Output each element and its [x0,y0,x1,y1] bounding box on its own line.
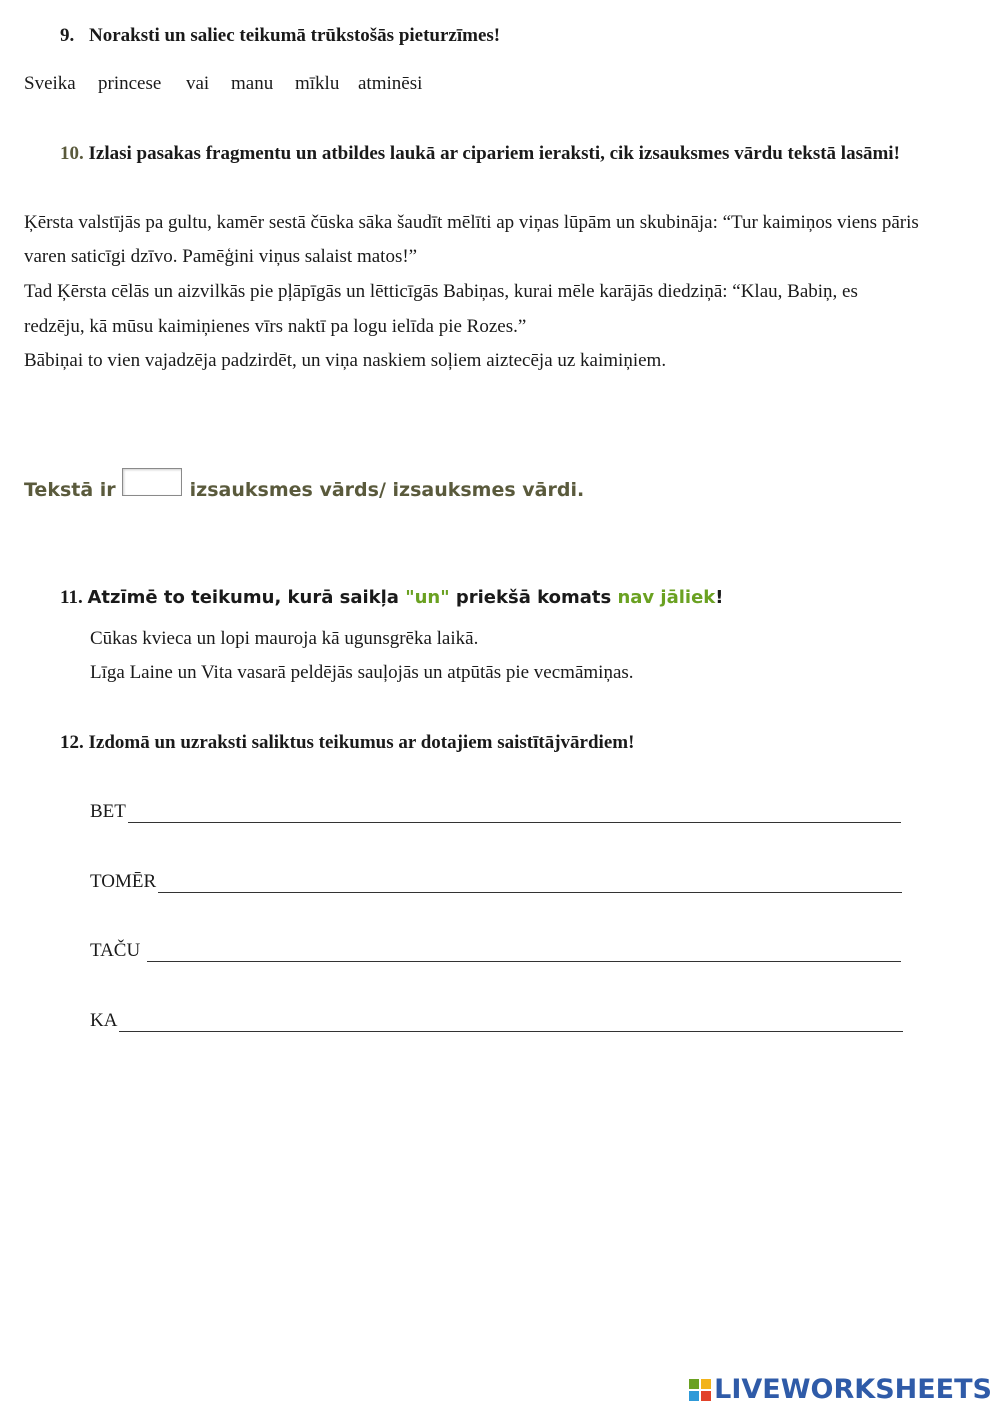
conjunction-label: TOMĒR [90,871,157,892]
q11-title-part2: priekšā komats [449,587,618,608]
answer-line[interactable] [128,804,901,823]
conjunction-label: KA [90,1010,118,1031]
q12-row-ka [90,1010,903,1032]
q10-number: 10. [60,143,84,164]
passage-line: varen saticīgi dzīvo. Pamēģini viņus salaist matos!” [24,246,418,267]
q12-title: Izdomā un uzraksti saliktus teikumus ar dotajiem saistītājvārdiem! [88,732,635,753]
answer-suffix: izsauksmes vārds/ izsauksmes vārdi. [189,479,585,501]
exclamation-count-input[interactable] [122,468,182,496]
q12-row-bet [90,801,901,823]
q9-heading [60,25,500,47]
q11-number: 11. [60,587,83,608]
q9-title: Noraksti un saliec teikumā trūkstošās pieturzīmes! [89,25,501,46]
q12-heading [60,732,634,754]
q9-word: princese [98,73,162,94]
passage-line: Ķērsta valstījās pa gultu, kamēr sestā čūska sāka šaudīt mēlīti ap viņas lūpām un skubināja: “Tur kaimiņos viens pāris [24,212,919,233]
q11-option-2[interactable]: Līga Laine un Vita vasarā peldējās sauļojās un atpūtās pie vecmāmiņas. [90,662,634,683]
logo-mark-icon [689,1379,711,1401]
q11-option-1[interactable]: Cūkas kvieca un lopi mauroja kā ugunsgrēka laikā. [90,628,479,649]
q11-heading [60,587,723,609]
answer-line[interactable] [119,1013,903,1032]
q11-title-highlight-nav: nav jāliek [617,587,716,608]
q9-number: 9. [60,25,75,46]
q12-row-tomer [90,871,902,893]
q11-title-part3: ! [715,587,724,608]
q9-word: vai [186,73,210,94]
answer-line[interactable] [158,874,902,893]
q12-number: 12. [60,732,84,753]
liveworksheets-logo [689,1374,992,1405]
passage-line: Bābiņai to vien vajadzēja padzirdēt, un viņa naskiem soļiem aiztecēja uz kaimiņiem. [24,350,667,371]
passage-line: Tad Ķērsta cēlās un aizvilkās pie pļāpīgās un lētticīgās Babiņas, kurai mēle karājās diedziņā: “Klau, Babiņ, es [24,281,858,302]
q10-answer-sentence [24,476,584,504]
q10-heading [60,143,900,165]
brand-name: LIVEWORKSHEETS [714,1374,992,1405]
q11-title-highlight-un: "un" [405,587,450,608]
q9-word: Sveika [24,73,76,94]
conjunction-label: TAČU [90,940,145,961]
passage-line: redzēju, kā mūsu kaimiņienes vīrs naktī pa logu ielīda pie Rozes.” [24,316,527,337]
answer-line[interactable] [147,943,901,962]
q9-word: manu [231,73,274,94]
q9-word: mīklu [295,73,340,94]
q9-word: atminēsi [358,73,423,94]
conjunction-label: BET [90,801,126,822]
q12-row-tacu [90,940,901,962]
q11-title-part1: Atzīmē to teikumu, kurā saikļa [87,587,406,608]
q10-title: Izlasi pasakas fragmentu un atbildes laukā ar cipariem ieraksti, cik izsauksmes vārdu tekstā lasāmi! [88,143,900,164]
answer-prefix: Tekstā ir [24,479,116,501]
